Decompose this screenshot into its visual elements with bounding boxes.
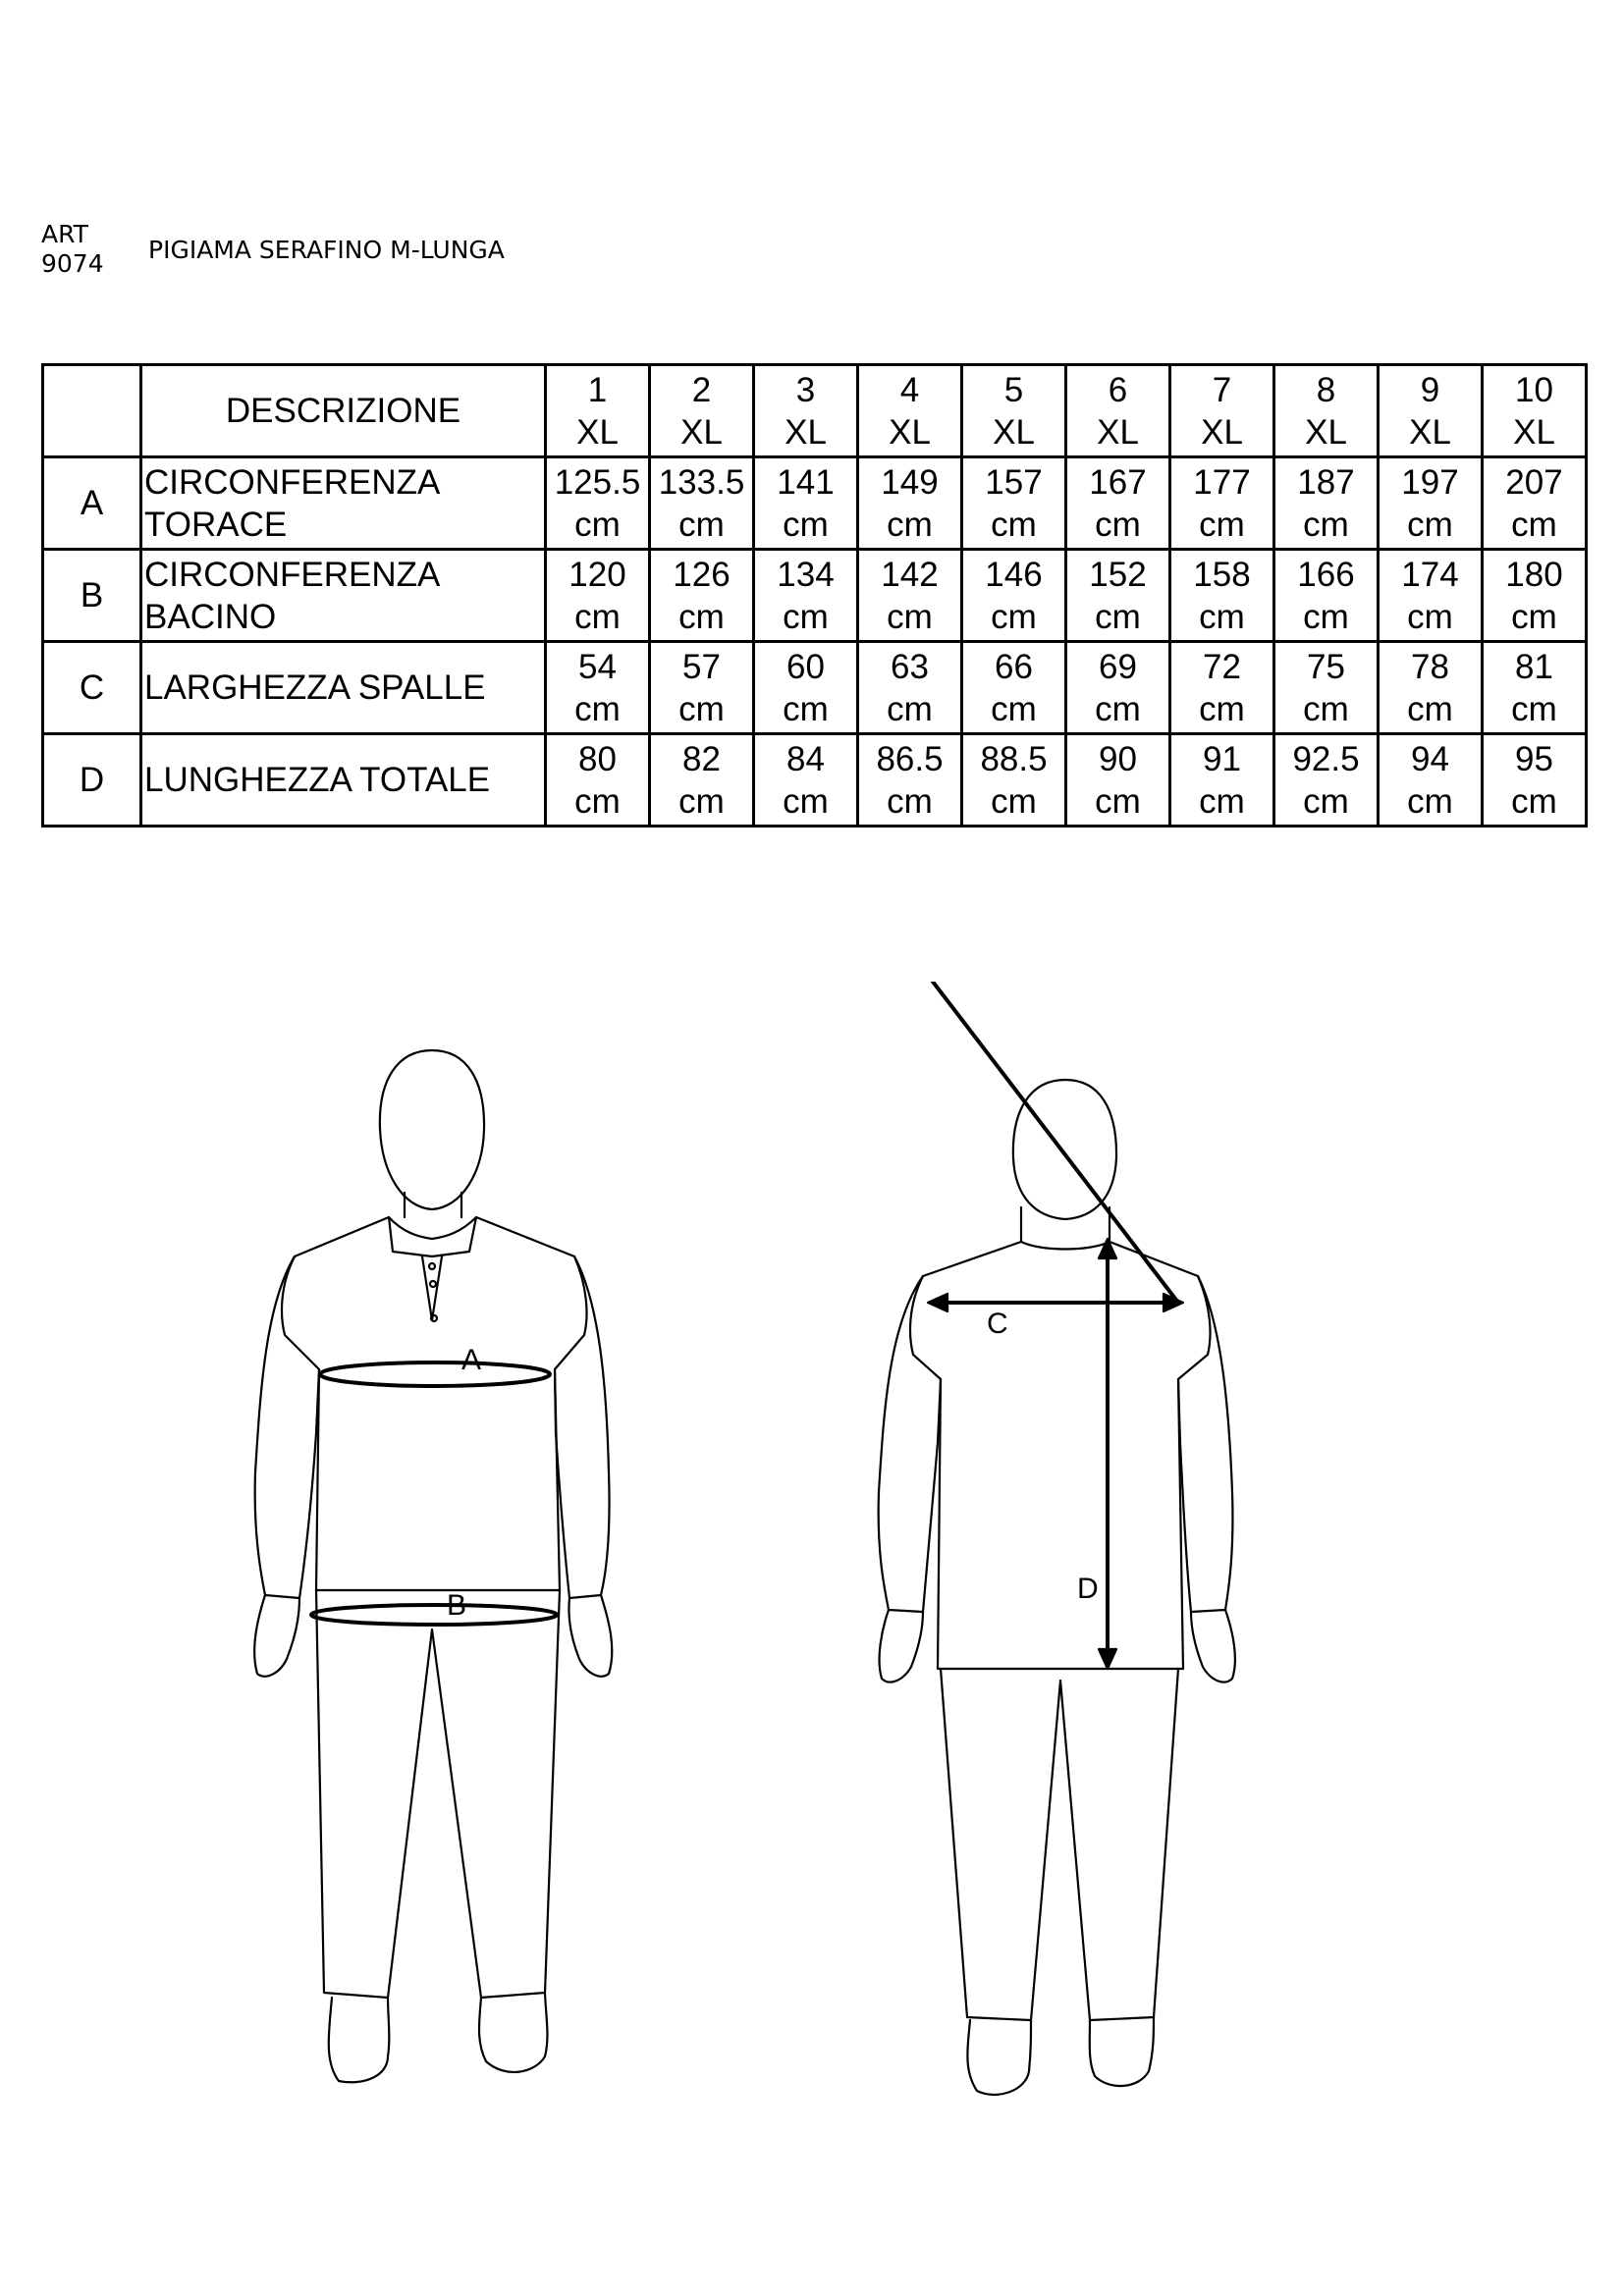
measure-value-cell (1170, 734, 1274, 827)
measure-value-cell (546, 642, 650, 734)
front-placket (422, 1256, 442, 1320)
size-number: 1 (587, 370, 608, 409)
front-hip-label: B (447, 1589, 467, 1622)
measure-value: 166 (1297, 555, 1355, 594)
front-chest-label: A (461, 1344, 482, 1376)
measure-value: 187 (1297, 462, 1355, 502)
front-collar (389, 1217, 476, 1256)
measure-value: 80 (578, 739, 617, 778)
size-table (41, 363, 1588, 828)
measure-unit: cm (678, 689, 725, 728)
measure-letter: A (43, 457, 141, 550)
back-right-foot (1090, 2017, 1154, 2086)
measure-value-cell (754, 642, 858, 734)
measure-value: 69 (1099, 647, 1137, 686)
measure-value: 134 (777, 555, 835, 594)
size-header-cell (1274, 365, 1379, 457)
size-number: 3 (795, 370, 816, 409)
front-shirt-body (282, 1217, 587, 1590)
back-head (1013, 1080, 1116, 1219)
size-unit: XL (785, 412, 827, 452)
measure-unit: cm (783, 781, 829, 821)
size-unit: XL (1305, 412, 1347, 452)
measure-value: 63 (891, 647, 929, 686)
measure-value: 177 (1193, 462, 1251, 502)
measure-unit: cm (1095, 689, 1141, 728)
measure-value: 158 (1193, 555, 1251, 594)
measure-value-cell (546, 457, 650, 550)
measure-value: 78 (1411, 647, 1449, 686)
size-header-cell (858, 365, 962, 457)
table-row (43, 642, 1587, 734)
size-header-cell (1483, 365, 1587, 457)
measure-value-cell (858, 642, 962, 734)
back-trousers (941, 1669, 1178, 2020)
measure-unit: cm (1511, 781, 1557, 821)
measure-value-cell (546, 734, 650, 827)
front-neck (405, 1193, 461, 1217)
measure-unit: cm (1407, 505, 1453, 544)
measure-value-cell (962, 457, 1066, 550)
measure-unit: cm (887, 597, 933, 636)
measure-value-cell (650, 457, 754, 550)
measure-value-cell (1379, 642, 1483, 734)
art-label-text: ART (41, 220, 88, 248)
back-right-sleeve (1178, 1276, 1232, 1612)
size-number: 10 (1515, 370, 1553, 409)
back-left-foot (967, 2020, 1031, 2095)
measure-value-cell (1066, 734, 1170, 827)
measure-letter: D (43, 734, 141, 827)
measure-description: CIRCONFERENZA BACINO (141, 550, 546, 642)
measure-unit: cm (678, 505, 725, 544)
measure-value-cell (858, 734, 962, 827)
measure-value-cell (1483, 457, 1587, 550)
measure-unit: cm (1407, 689, 1453, 728)
measure-value-cell (1066, 550, 1170, 642)
measure-value-cell (1170, 457, 1274, 550)
length-arrow-top-head (1099, 1239, 1116, 1258)
size-header-cell (1379, 365, 1483, 457)
size-number: 6 (1108, 370, 1128, 409)
measure-description: CIRCONFERENZA TORACE (141, 457, 546, 550)
measure-description: LUNGHEZZA TOTALE (141, 734, 546, 827)
measure-value: 141 (777, 462, 835, 502)
front-trousers (316, 1590, 560, 1998)
measure-unit: cm (1511, 597, 1557, 636)
measure-value: 197 (1401, 462, 1459, 502)
measure-value: 94 (1411, 739, 1449, 778)
table-row (43, 550, 1587, 642)
front-left-hand (254, 1595, 299, 1677)
measure-value-cell (1170, 642, 1274, 734)
measure-value-cell (1066, 457, 1170, 550)
measure-value-cell (1274, 550, 1379, 642)
measure-value: 142 (881, 555, 939, 594)
measure-value-cell (1483, 734, 1587, 827)
table-row (43, 734, 1587, 827)
measure-value-cell (1274, 734, 1379, 827)
measure-unit: cm (1511, 689, 1557, 728)
measure-unit: cm (1303, 597, 1349, 636)
measure-value: 157 (985, 462, 1043, 502)
measure-value-cell (754, 734, 858, 827)
measure-unit: cm (1303, 689, 1349, 728)
measure-value: 149 (881, 462, 939, 502)
size-number: 8 (1316, 370, 1336, 409)
chest-measure-line (320, 1362, 550, 1386)
measure-value-cell (858, 457, 962, 550)
measure-value-cell (962, 734, 1066, 827)
measure-value: 90 (1099, 739, 1137, 778)
size-header-cell (754, 365, 858, 457)
measure-value-cell (962, 642, 1066, 734)
art-number: 9074 (41, 249, 104, 278)
description-header: DESCRIZIONE (141, 365, 546, 457)
size-unit: XL (1097, 412, 1139, 452)
measure-unit: cm (574, 505, 621, 544)
garment-figures (0, 982, 1624, 2209)
measure-unit: cm (1095, 597, 1141, 636)
measure-value: 72 (1203, 647, 1241, 686)
measure-value: 207 (1505, 462, 1563, 502)
front-figure (254, 1050, 612, 2082)
measure-value-cell (546, 550, 650, 642)
measure-value: 75 (1307, 647, 1345, 686)
measure-value: 167 (1089, 462, 1147, 502)
back-collar (1021, 1207, 1110, 1250)
size-number: 9 (1420, 370, 1440, 409)
front-right-sleeve (555, 1256, 610, 1598)
measure-unit: cm (1199, 505, 1245, 544)
measure-value-cell (1379, 550, 1483, 642)
measure-value: 133.5 (658, 462, 745, 502)
measure-value: 174 (1401, 555, 1459, 594)
measure-unit: cm (1303, 505, 1349, 544)
front-head (380, 1050, 484, 1209)
measure-value-cell (650, 550, 754, 642)
measure-value-cell (1274, 642, 1379, 734)
measure-value: 126 (673, 555, 731, 594)
front-button (430, 1281, 436, 1287)
measure-value: 54 (578, 647, 617, 686)
measure-unit: cm (574, 597, 621, 636)
measure-unit: cm (887, 505, 933, 544)
back-left-hand (880, 1610, 923, 1682)
measure-unit: cm (1511, 505, 1557, 544)
measure-description: LARGHEZZA SPALLE (141, 642, 546, 734)
measure-letter: C (43, 642, 141, 734)
measure-unit: cm (991, 597, 1037, 636)
measure-unit: cm (887, 781, 933, 821)
measure-unit: cm (783, 689, 829, 728)
front-left-foot (329, 1998, 390, 2082)
measure-unit: cm (1303, 781, 1349, 821)
measure-value: 92.5 (1292, 739, 1360, 778)
measure-unit: cm (1199, 597, 1245, 636)
back-shoulder-label: C (987, 1308, 1008, 1340)
measure-unit: cm (1199, 689, 1245, 728)
measure-value-cell (1170, 550, 1274, 642)
size-header-cell (546, 365, 650, 457)
measure-value-cell (858, 550, 962, 642)
measure-letter: B (43, 550, 141, 642)
shoulder-measure-arrow (933, 982, 1178, 1303)
measure-value: 81 (1515, 647, 1553, 686)
measure-unit: cm (678, 781, 725, 821)
back-length-label: D (1077, 1573, 1099, 1605)
front-right-foot (479, 1993, 547, 2072)
measure-unit: cm (1407, 781, 1453, 821)
measure-value: 86.5 (876, 739, 944, 778)
measure-value-cell (650, 734, 754, 827)
measure-value-cell (1379, 457, 1483, 550)
hip-measure-line (311, 1605, 557, 1625)
measure-value-cell (754, 457, 858, 550)
size-unit: XL (993, 412, 1035, 452)
size-number: 2 (691, 370, 712, 409)
measure-value: 84 (786, 739, 825, 778)
measure-value-cell (1066, 642, 1170, 734)
table-row (43, 457, 1587, 550)
measure-value-cell (1379, 734, 1483, 827)
measure-unit: cm (1199, 781, 1245, 821)
measure-value: 180 (1505, 555, 1563, 594)
measure-value: 57 (682, 647, 721, 686)
size-unit: XL (1513, 412, 1555, 452)
measure-value: 88.5 (980, 739, 1048, 778)
size-number: 5 (1003, 370, 1024, 409)
front-button (429, 1263, 435, 1269)
measure-value-cell (754, 550, 858, 642)
measure-unit: cm (678, 597, 725, 636)
measure-value: 60 (786, 647, 825, 686)
measure-unit: cm (1095, 505, 1141, 544)
measure-unit: cm (574, 781, 621, 821)
table-header-row (43, 365, 1587, 457)
measure-unit: cm (574, 689, 621, 728)
article-code (41, 220, 104, 279)
size-number: 4 (899, 370, 920, 409)
measure-value-cell (1274, 457, 1379, 550)
measure-unit: cm (1095, 781, 1141, 821)
measure-value-cell (1483, 550, 1587, 642)
letter-header-cell (43, 365, 141, 457)
measure-value-cell (962, 550, 1066, 642)
measure-value: 91 (1203, 739, 1241, 778)
back-right-hand (1191, 1610, 1235, 1682)
size-unit: XL (889, 412, 931, 452)
size-header-cell (1066, 365, 1170, 457)
shoulder-arrow-left-head (928, 1294, 947, 1311)
size-number: 7 (1212, 370, 1232, 409)
front-button (431, 1315, 437, 1321)
measure-value: 66 (995, 647, 1033, 686)
measure-unit: cm (991, 781, 1037, 821)
measure-value-cell (1483, 642, 1587, 734)
size-header-cell (1170, 365, 1274, 457)
measure-value-cell (650, 642, 754, 734)
measure-unit: cm (1407, 597, 1453, 636)
measure-value: 152 (1089, 555, 1147, 594)
measure-unit: cm (887, 689, 933, 728)
size-unit: XL (680, 412, 723, 452)
size-header-cell (650, 365, 754, 457)
measure-value: 120 (568, 555, 626, 594)
measure-unit: cm (991, 689, 1037, 728)
measure-unit: cm (991, 505, 1037, 544)
size-header-cell (962, 365, 1066, 457)
measure-value: 146 (985, 555, 1043, 594)
measure-unit: cm (783, 505, 829, 544)
front-right-hand (568, 1595, 612, 1677)
size-unit: XL (1409, 412, 1451, 452)
size-unit: XL (576, 412, 619, 452)
back-figure (879, 982, 1235, 2095)
length-arrow-bottom-head (1099, 1649, 1116, 1669)
size-unit: XL (1201, 412, 1243, 452)
measure-unit: cm (783, 597, 829, 636)
measure-value: 125.5 (554, 462, 641, 502)
front-left-sleeve (255, 1256, 319, 1598)
measure-value: 82 (682, 739, 721, 778)
measure-value: 95 (1515, 739, 1553, 778)
product-name: PIGIAMA SERAFINO M-LUNGA (148, 236, 505, 264)
